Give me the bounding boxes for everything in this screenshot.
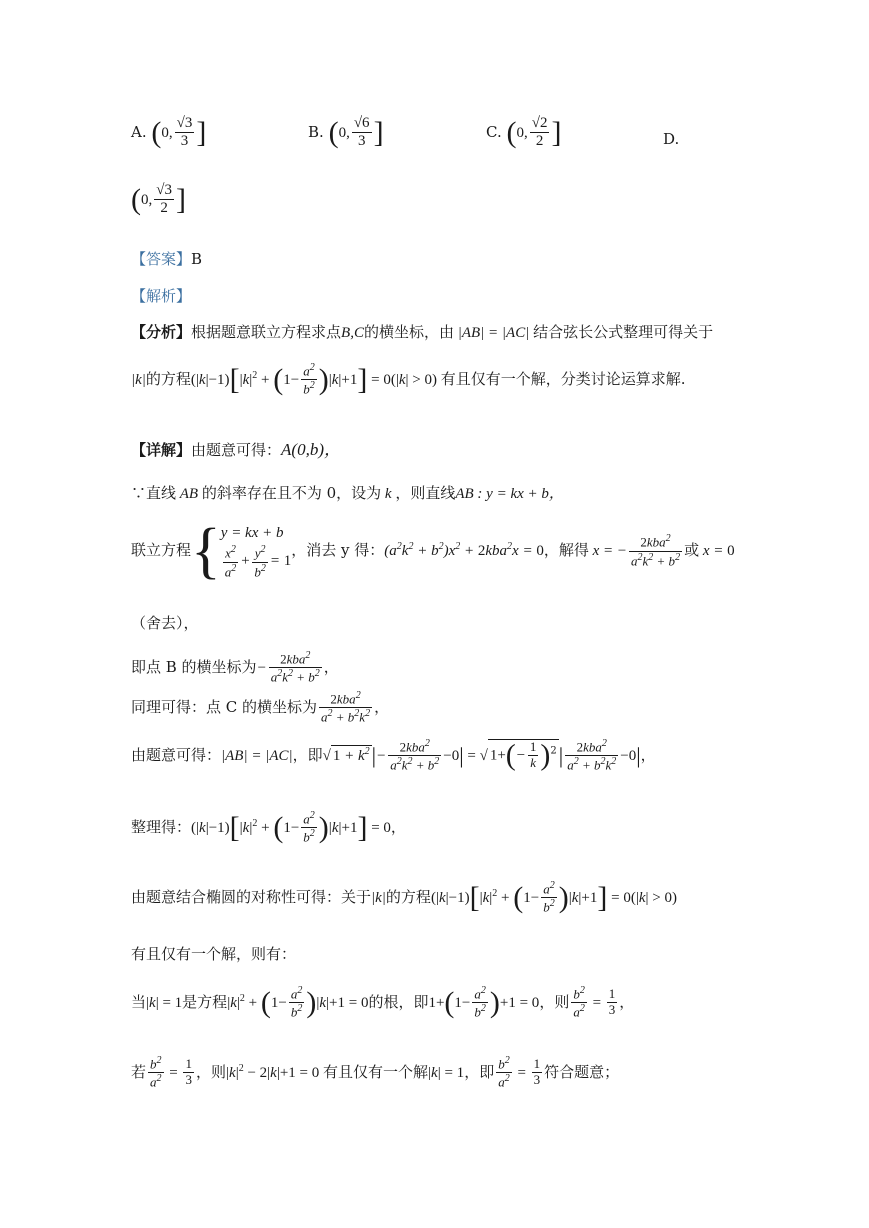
detail-text-2c: ，则直线 bbox=[395, 484, 456, 502]
analysis-text-2: 的横坐标，由 bbox=[363, 323, 454, 341]
detail-line-6: 同理可得：点 C 的横坐标为 $\frac{2kba^2}{a^2 + b^2k^2}$ ， bbox=[131, 690, 390, 725]
detail-text-9a: 由题意结合椭圆的对称性可得：关于 bbox=[131, 887, 372, 906]
option-c-num: √2 bbox=[530, 115, 550, 133]
analysis-text-1: 根据题意联立方程求点 bbox=[191, 323, 342, 341]
detail-text-6: 同理可得：点 C 的横坐标为 bbox=[131, 697, 318, 716]
detail-text-12b: ，则 bbox=[195, 1062, 226, 1081]
detail-text-1: 由题意可得： bbox=[191, 441, 282, 459]
option-b-label: B. bbox=[308, 122, 324, 141]
detail-line-9: 由题意结合椭圆的对称性可得：关于|k|的方程$(|k|-1)[|k|^2 + (1-$ $\frac{a^2}{b^2}$ )|k|+1] = 0(|k| > 0) bbox=[131, 880, 677, 915]
detail-line-2: ∵直线 AB 的斜率存在且不为 0，设为 k ，则直线AB : y = kx + b， bbox=[131, 484, 564, 502]
detail-text-3b: ，消去 y 得： bbox=[291, 541, 385, 559]
detail-text-7a: 由题意可得： bbox=[131, 745, 222, 764]
detail-text-9b: 的方程 bbox=[385, 887, 431, 906]
detail-line-5: 即点 B 的横坐标为− $\frac{2kba^2}{a^2k^2 + b^2}$ ， bbox=[131, 650, 339, 685]
detail-text-11d: ，则 bbox=[539, 992, 570, 1011]
option-c-label: C. bbox=[486, 122, 502, 141]
detail-text-12d: ，即 bbox=[464, 1062, 495, 1081]
answer-value: B bbox=[191, 250, 203, 268]
option-a-label: A. bbox=[131, 122, 147, 141]
option-b-num: √6 bbox=[352, 115, 372, 133]
detail-tag: 【详解】 bbox=[131, 441, 192, 459]
option-b: B. (0, $\frac{√6}{3}$ ] bbox=[308, 115, 384, 150]
analysis-text-3: 结合弦长公式整理可得关于 bbox=[533, 323, 714, 341]
detail-text-11a: 当 bbox=[131, 992, 147, 1011]
detail-line-10: 有且仅有一个解，则有： bbox=[131, 945, 297, 963]
detail-text-8: 整理得： bbox=[131, 817, 192, 836]
option-a: A. (0, $\frac{√3}{3}$ ] bbox=[131, 115, 207, 150]
option-c-zero: 0, bbox=[516, 124, 528, 141]
option-d-num: √3 bbox=[154, 182, 174, 200]
option-c: C. (0, $\frac{√2}{2}$ ] bbox=[486, 115, 562, 150]
detail-text-5: 即点 B 的横坐标为 bbox=[131, 657, 257, 676]
option-d-den: 2 bbox=[160, 200, 168, 217]
detail-text-3c: ，解得 bbox=[543, 541, 589, 559]
detail-line-8: 整理得：$(|k|-1)[|k|^2 + (1-$ $\frac{a^2}{b^2}$ )|k|+1] = 0， bbox=[131, 810, 406, 845]
detail-line-7: 由题意可得：|AB| = |AC|，即√ $1 + k^2|-$ $\frac{2kba^2}{a^2k^2 + b^2}$ −0| = √ 1+(− $\frac{1}{k}$ )$^2$| $\frac{2kba^2}{a^2 + b^2k^2}$ −0|， bbox=[131, 738, 656, 773]
detail-text-2d: AB : y = kx + b， bbox=[455, 486, 564, 502]
option-a-num: √3 bbox=[175, 115, 195, 133]
detail-line-12: 若 $\frac{b^2}{a^2}$ = $\frac{1}{3}$ ，则$|k|^2 - 2|k|+1 = 0$ 有且仅有一个解|k| = 1，即 $\frac{b^2}{a^2}$ = $\frac{1}{3}$ 符合题意； bbox=[131, 1055, 620, 1090]
detail-line-1 bbox=[131, 435, 341, 460]
detail-line-11: 当|k| = 1是方程$|k|^2 + (1-$ $\frac{a^2}{b^2}$ )|k|+1 = 0的根，即1+(1− $\frac{a^2}{b^2}$ )+1 = 0，则 $\frac{b^2}{a^2}$ = $\frac{1}{3}$ ， bbox=[131, 985, 635, 1020]
option-d-label: D. bbox=[663, 130, 680, 148]
analysis-line-2: |k|的方程$(|k|-1)[|k|^2 + (1-$ $\frac{a^2}{b^2}$ )|k|+1] = 0(|k| > 0) 有且仅有一个解，分类讨论运算求解. bbox=[131, 362, 686, 397]
detail-line-4: （舍去）， bbox=[131, 614, 199, 632]
detail-text-2a: ∵直线 bbox=[131, 484, 177, 502]
option-d: (0, $\frac{√3}{2}$ ] bbox=[131, 182, 186, 217]
answer-line bbox=[131, 248, 202, 269]
detail-line-3: 联立方程{ y = kx + b $\frac{x^2}{a^2}$ + $\frac{y^2}{b^2}$ = 1 ，消去 y 得：$(a^2k^2 + b^2)x^2 + 2kba^2x = 0$，解得 x = − $\frac{2kba^2}{a^2k^2 + b^2}$ 或 x = 0 bbox=[131, 517, 735, 585]
option-b-den: 3 bbox=[357, 133, 366, 150]
detail-text-3a: 联立方程 bbox=[131, 541, 192, 559]
analysis-fenxi-tag: 【分析】 bbox=[131, 323, 192, 341]
analysis-text-5: 有且仅有一个解，分类讨论运算求解. bbox=[440, 369, 686, 388]
analysis-points: B,C bbox=[341, 325, 364, 341]
analysis-tag: 【解析】 bbox=[131, 287, 192, 305]
detail-text-12e: 符合题意； bbox=[544, 1062, 620, 1081]
detail-text-12c: 有且仅有一个解 bbox=[323, 1062, 429, 1081]
detail-text-7b: ，即 bbox=[292, 745, 323, 764]
analysis-text-4: 的方程 bbox=[145, 369, 191, 388]
option-d-zero: 0, bbox=[141, 191, 153, 208]
analysis-line-1: 【分析】根据题意联立方程求点B,C的横坐标，由 |AB| = |AC| 结合弦长公式整理可得关于 bbox=[131, 323, 714, 341]
option-c-den: 2 bbox=[535, 133, 544, 150]
answer-tag: 【答案】 bbox=[131, 250, 192, 268]
detail-text-2b: 的斜率存在且不为 0，设为 bbox=[201, 484, 382, 502]
detail-text-11c: 的根，即 bbox=[368, 992, 429, 1011]
detail-text-12a: 若 bbox=[131, 1062, 147, 1081]
option-a-zero: 0, bbox=[161, 124, 173, 141]
detail-text-11b: 是方程 bbox=[182, 992, 228, 1011]
detail-point-a: A(0,b)， bbox=[281, 440, 341, 459]
option-b-zero: 0, bbox=[338, 124, 350, 141]
option-a-den: 3 bbox=[180, 133, 189, 150]
detail-text-3d: 或 bbox=[684, 541, 700, 559]
